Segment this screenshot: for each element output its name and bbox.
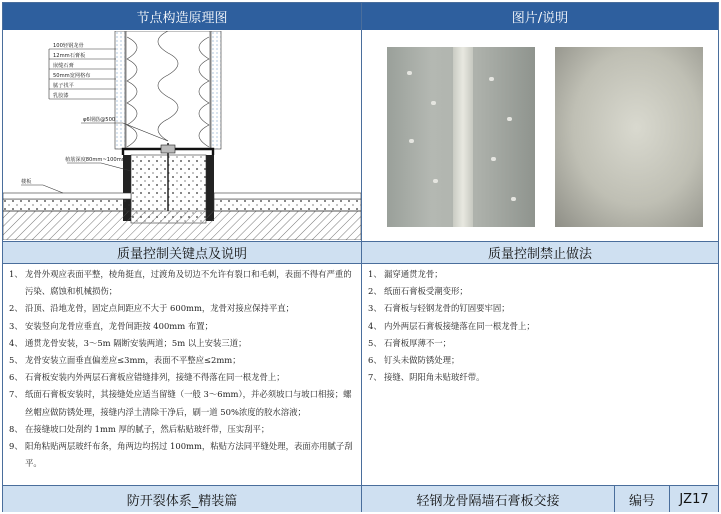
floor-slab: [3, 211, 361, 240]
prohibited-item: 2、 纸面石膏板受潮变形；: [368, 286, 468, 297]
prohibited-item: 5、 石膏板厚薄不一；: [368, 337, 451, 348]
key-points-header: [3, 241, 361, 264]
key-point-item: 3、 安装竖向龙骨应垂直，龙骨间距按 400mm 布置；: [9, 320, 213, 331]
key-point-item: 4、 通贯龙骨安装，3～5m 隔断安装两道；5m 以上安装三道；: [9, 337, 247, 348]
photo-finished-wall: [555, 47, 703, 227]
drawing-header-label: 节点构造原理图: [136, 11, 228, 26]
photos-header: [362, 3, 718, 30]
taped-seam-strip: [453, 47, 473, 227]
prohibited-item: 1、 漏穿通贯龙骨；: [368, 269, 443, 279]
key-point-item: 8、 在接缝坡口处刮约 1mm 厚的腻子，然后粘贴玻纤带，压实刮平；: [9, 423, 270, 434]
right-gypsum-board: [211, 31, 221, 149]
wall-cavity: [126, 31, 210, 149]
prohibited-item: 6、 钉头未做防锈处理；: [368, 355, 460, 366]
key-point-item: 1、 龙骨外观应表面平整，棱角挺直，过渡角及切边不允许有裂口和毛刺，表面不得有严重的污染、腐蚀和机械损伤；: [9, 269, 352, 297]
drawing-label-5: 乳胶漆: [53, 93, 69, 99]
footer-title: [362, 485, 615, 512]
slot-label: 植筋深度80mm~100mm: [65, 157, 127, 163]
footer-code-label: [615, 485, 670, 512]
footer-title-label: 轻钢龙骨隔墙石膏板交接: [416, 493, 560, 509]
prohibited-header-label: 质量控制禁止做法: [487, 247, 592, 262]
prohibited-list: [368, 266, 714, 386]
prohibited-header: [362, 241, 718, 264]
key-point-item: 7、 纸面石膏板安装时，其接缝处应适当留缝（一般 3～6mm），并必须坡口与坡口相接；螺丝帽应做防锈处理，接缝内浮土清除干净后，刷一道 50%浓度的胶水溶液；: [9, 389, 352, 417]
key-point-item: 2、 沿顶、沿地龙骨，固定点间距应不大于 600mm，龙骨对接应保持平直；: [9, 303, 295, 314]
prohibited-item: 7、 接缝、阴阳角未贴玻纤带。: [368, 372, 485, 383]
photos-header-label: 图片/说明: [511, 11, 569, 26]
footer-system: [3, 485, 362, 512]
drawing-label-3: 50mm宽网格布: [53, 73, 91, 79]
key-point-item: 5、 龙骨安装立面垂直偏差应≤3mm，表面不平整应≤2mm；: [9, 355, 241, 366]
key-points-header-label: 质量控制关键点及说明: [116, 247, 247, 262]
footer-code-label-text: 编号: [628, 493, 655, 509]
drawing-svg: [3, 31, 361, 240]
key-points-list: [9, 266, 357, 472]
photo-seam-taped: [387, 47, 535, 227]
prohibited-item: 4、 内外两层石膏板接缝落在同一根龙骨上；: [368, 320, 535, 331]
key-point-item: 9、 阳角粘贴两层玻纤布条，角两边均拐过 100mm，粘贴方法同平缝处理，表面亦用腻子刮平。: [9, 441, 353, 469]
construction-drawing: [3, 31, 361, 240]
floor-label: 楼板: [21, 179, 32, 185]
drawing-header: [3, 3, 361, 30]
key-point-item: 6、 石膏板安装内外两层石膏板应错缝排列，接缝不得落在同一根龙骨上；: [9, 372, 285, 383]
drawing-label-1: 12mm石膏板: [53, 53, 86, 59]
left-gypsum-board: [115, 31, 125, 149]
prohibited-item: 3、 石膏板与轻钢龙骨的钉固要牢固；: [368, 303, 510, 314]
drawing-label-0: 100轻钢龙骨: [53, 43, 84, 49]
footer-code-value: JZ17: [679, 491, 709, 507]
spec-sheet: [2, 2, 719, 512]
footer-system-label: 防开裂体系_精装篇: [126, 493, 238, 509]
footer-code: [670, 485, 718, 512]
drawing-label-4: 腻子找平: [53, 83, 74, 89]
drawing-label-2: 嵌缝石膏: [53, 63, 74, 69]
rebar-label: φ6钢筋@500: [83, 117, 116, 123]
